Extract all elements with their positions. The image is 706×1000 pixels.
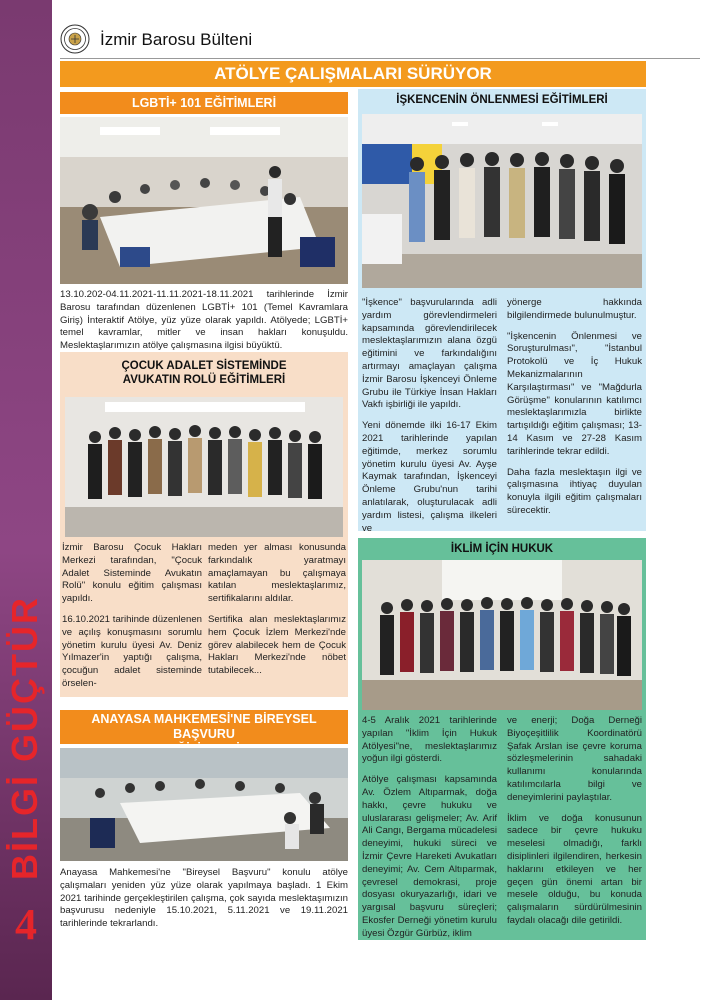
iklim-col1-p2: Atölye çalışması kapsamında Av. Özlem Altıparmak, doğa hakkı, çevre hukuku ve uluslararası gelişmeler; Av. Arif Ali Cangı, Bergama mücadelesi deneyimi, hukuki süreci ve İzmir Çevre Hareketi Avukatları deneyimi; Av. Cem Altıparmak, çevresel demokrasi, proje dosyası okuryazarlığı, idari ve yargısal başvuru süreçleri; Ekosfer Derneği yönetim kurulu üyesi Özgür Gürbüz, iklim (362, 774, 497, 939)
iskence-group-photo (362, 114, 642, 288)
cocuk-title-line2: AVUKATIN ROLÜ EĞİTİMLERİ (122, 374, 286, 386)
header (60, 24, 700, 58)
header-divider (60, 58, 700, 59)
iskence-col2-p3: Daha fazla meslektaşın ilgi ve çalışmasına ihtiyaç duyulan konuyla ilgili eğitim çalışmaları sürecektir. (507, 466, 642, 516)
iskence-col1 (362, 297, 497, 543)
bulletin-brand: İzmir Barosu Bülteni (100, 30, 253, 49)
cocuk-col2-p1: meden yer alması konusunda farkındalık yaratmayı amaçlamayan bu çalışmaya katılan meslektaşlarımız, sertifikalarını aldılar. (208, 542, 346, 605)
lgbti-body: 13.10.202-04.11.2021-11.11.2021-18.11.2021 tarihlerinde İzmir Barosu tarafından düzenlenen LGBTİ+ 101 (Temel Kavramlara Giriş) İnteraktif Atölye, yüz yüze olarak yapıldı. Atölyede; LGBTİ+ temel kavramlar, mitler ve insan hakları konuşuldu. Meslektaşlarımızın atölye çalışmasına ilgisi büyüktü. (60, 289, 348, 352)
page-number: 4 (15, 900, 37, 949)
cocuk-col1-p2: 16.10.2021 tarihinde düzenlenen ve açılış konuşmasını sorumlu yönetim kurulu üyesi Av. Deniz Yılmazer'in yaptığı çalışma, çocuğun adalet sisteminde örselen- (62, 613, 202, 689)
iskence-col1-p1: "İşkence" başvurularında adli yardım görevlendirmeleri kapsamında görevlendirilecek meslektaşlarımızın alana özgü eğitimini ve farkındalığını artırmayı amaçlayan çalışma İzmir Barosu İşkenceyi Önleme Grubu ile Türkiye İnsan Hakları Vakfı işbirliği ile yapıldı. (362, 297, 497, 411)
iskence-col2 (507, 297, 642, 526)
iklim-col2-p1: ve enerji; Doğa Derneği Biyoçeşitlilik Koordinatörü Şafak Arslan ise çevre koruma sözleşmelerinin sahadaki kullanımı konularında katılımcılarla bilgi ve deneyimlerini paylaştılar. (507, 715, 642, 803)
cocuk-col2-p2: Sertifika alan meslektaşlarımız hem Çocuk İzlem Merkezi'nde görev alabilecek hem de Çocuk Hakları Merkezi'nde nöbet tutabilecek... (208, 613, 346, 677)
iskence-col2-p1: yönerge hakkında bilgilendirmede bulunulmuştur. (507, 297, 642, 321)
anayasa-body: Anayasa Mahkemesi'ne "Bireysel Başvuru" konulu atölye çalışmaları yeniden yüz yüze olarak yapılmaya başladı. 1 Ekim 2021 tarihinde gerçekleştirilen çalışma, çok sayıda meslektaşımızın başvurusu nedeniyle 15.10.2021, 5.11.2021 ve 19.11.2021 tarihlerinde tekrarlandı. (60, 867, 348, 930)
iklim-title: İKLİM İÇİN HUKUK (450, 543, 554, 555)
iklim-col2-p2: İklim ve doğa konusunun sadece bir çevre hukuku meselesi olmadığı, farklı disiplinleri ilgilendiren, herkesin haklarını etkileyen ve her geçen gün önemi artan bir mesele olduğu, bu konuda çalışmaların sürdürülmesinin faydalı olacağı dile getirildi. (507, 812, 642, 926)
iskence-col1-p2: Yeni dönemde ilki 16-17 Ekim 2021 tarihlerinde yapılan eğitimde, merkez sorumlu yönetim kurulu üyesi Av. Ayşe Kaymak tarafından, İşkenceyi Önleme Grubu'nun tarihi anlatılarak, oluşturulacak adli yardım listesi, çalışma ilkeleri ve (362, 420, 497, 534)
anayasa-workshop-photo (60, 748, 348, 861)
sidebar (0, 0, 52, 1000)
lgbti-title-bar: LGBTİ+ 101 EĞİTİMLERİ (60, 92, 348, 114)
bar-association-logo (60, 24, 90, 54)
iklim-col1-p1: 4-5 Aralık 2021 tarihlerinde yapılan "İklim İçin Hukuk Atölyesi"ne, meslektaşlarımız yoğun ilgi gösterdi. (362, 715, 497, 765)
main-banner: ATÖLYE ÇALIŞMALARI SÜRÜYOR (60, 61, 646, 87)
iklim-col1 (362, 715, 497, 949)
anayasa-title-bar (60, 710, 348, 744)
anayasa-title-line1: ANAYASA MAHKEMESİ'NE BİREYSEL BAŞVURU (91, 712, 317, 741)
cocuk-title-line1: ÇOCUK ADALET SİSTEMİNDE (121, 360, 287, 372)
cocuk-col1-p1: İzmir Barosu Çocuk Hakları Merkezi tarafından, "Çocuk Adalet Sisteminde Avukatın Rolü" konulu eğitim çalışması yapıldı. (62, 542, 202, 605)
iskence-col2-p2: "İşkencenin Önlenmesi ve Soruşturulması", "İstanbul Protokolü ve İç Hukuk Mekanizmalarının Karşılaştırması" ve "Mağdurla Görüşme" konularının katılımcı meslektaşlarımızla birlikte tartışıldığı eğitim çalışması; 13-14 Kasım ve 27-28 Kasım tarihlerinde tekrar edildi. (507, 330, 642, 457)
iskence-title: İŞKENCENİN ÖNLENMESİ EĞİTİMLERİ (396, 94, 608, 106)
cocuk-title (60, 359, 348, 387)
iklim-group-photo (362, 560, 642, 710)
iklim-col2 (507, 715, 642, 936)
cocuk-col1 (62, 542, 202, 699)
cocuk-col2 (208, 542, 346, 686)
sidebar-title: BİLGİ GÜÇTÜR (4, 596, 45, 880)
lgbti-workshop-photo (60, 117, 348, 284)
cocuk-group-photo (65, 397, 343, 537)
